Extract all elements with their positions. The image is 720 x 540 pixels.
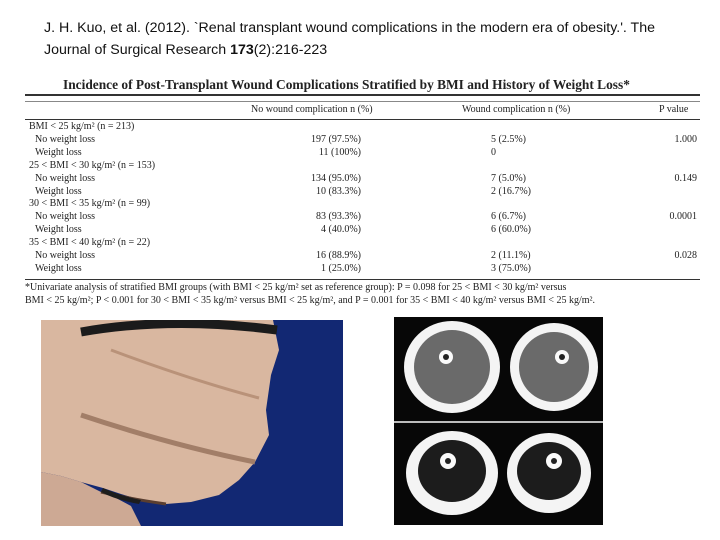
table-header-rule [25, 119, 700, 120]
row-label: Weight loss [35, 146, 82, 158]
table-row [25, 237, 700, 249]
table-footnote-line1: *Univariate analysis of stratified BMI groups (with BMI < 25 kg/m² set as reference group): P = 0.098 for 25 < BMI < 30 kg/m² versus [25, 282, 567, 293]
cell-complication: 3 (75.0%) [491, 262, 531, 274]
table-row [25, 198, 700, 210]
cell-p-value: 1.000 [674, 133, 697, 145]
cell-complication: 6 (60.0%) [491, 224, 531, 236]
clinical-photo-abdominal-panniculus [41, 320, 343, 526]
cell-complication: 2 (16.7%) [491, 185, 531, 197]
table-row [25, 121, 700, 133]
row-label: No weight loss [35, 211, 95, 223]
table-row [25, 224, 700, 236]
cell-no-complication: 83 (93.3%) [316, 211, 361, 223]
table-footnote-line2: BMI < 25 kg/m²; P < 0.001 for 30 < BMI < 35 kg/m² versus BMI < 25 kg/m², and P = 0.001 for 35 < BMI < 40 kg/m² versus BMI < 25 kg/m². [25, 295, 596, 306]
cell-complication: 6 (6.7%) [491, 211, 526, 223]
citation-volume: 173 [230, 42, 254, 58]
cell-complication: 7 (5.0%) [491, 172, 526, 184]
mri-thigh-top-right [510, 323, 598, 411]
cell-no-complication: 1 (25.0%) [321, 262, 361, 274]
citation-issue-pages: (2):216-223 [253, 42, 328, 58]
panniculus-illustration [41, 320, 343, 526]
column-header-no-complication: No wound complication n (%) [251, 104, 373, 115]
row-label: 30 < BMI < 35 kg/m² (n = 99) [29, 198, 151, 210]
results-table [25, 72, 700, 315]
cell-complication: 5 (2.5%) [491, 133, 526, 145]
cell-no-complication: 16 (88.9%) [316, 250, 361, 261]
mri-illustration [394, 317, 603, 525]
table-row [25, 186, 700, 198]
table-row [25, 134, 700, 146]
mri-thigh-bottom-right [507, 433, 591, 513]
table-top-rule [25, 94, 700, 96]
cell-no-complication: 134 (95.0%) [311, 172, 361, 184]
cell-no-complication: 11 (100%) [318, 146, 361, 158]
table-row [25, 147, 700, 159]
cell-p-value: 0.028 [674, 250, 697, 261]
table-row [25, 173, 700, 185]
row-label: 25 < BMI < 30 kg/m² (n = 153) [29, 159, 156, 171]
citation [44, 17, 694, 61]
cell-p-value: 0.0001 [669, 211, 697, 223]
table-row [25, 160, 700, 172]
row-label: Weight loss [35, 262, 82, 274]
table-bottom-rule [25, 279, 700, 280]
row-label: Weight loss [35, 224, 82, 236]
citation-text: J. H. Kuo, et al. (2012). `Renal transplant wound complications in the modern era of obesity.'. The Journal of Surgical Research [44, 20, 655, 58]
mri-thigh-cross-sections [394, 317, 603, 525]
mri-thigh-top-left [404, 321, 500, 413]
row-label: No weight loss [35, 133, 95, 145]
table-top-rule-thin [25, 101, 700, 102]
row-label: 35 < BMI < 40 kg/m² (n = 22) [29, 237, 151, 249]
row-label: No weight loss [35, 172, 95, 184]
cell-p-value: 0.149 [674, 172, 697, 184]
table-title: Incidence of Post-Transplant Wound Complications Stratified by BMI and History of Weight Loss* [63, 77, 630, 92]
table-row [25, 263, 700, 275]
column-header-complication: Wound complication n (%) [462, 104, 571, 115]
row-label: Weight loss [35, 185, 82, 197]
table-row [25, 250, 700, 262]
mri-panel-divider [394, 421, 603, 423]
cell-complication: 2 (11.1%) [491, 250, 531, 261]
table-row [25, 211, 700, 223]
mri-thigh-bottom-left [406, 431, 498, 515]
row-label: No weight loss [35, 250, 95, 261]
row-label: BMI < 25 kg/m² (n = 213) [29, 121, 135, 132]
cell-no-complication: 10 (83.3%) [316, 185, 361, 197]
column-header-p-value: P value [659, 104, 689, 115]
cell-complication: 0 [491, 146, 496, 158]
cell-no-complication: 4 (40.0%) [321, 224, 361, 236]
cell-no-complication: 197 (97.5%) [311, 133, 361, 145]
